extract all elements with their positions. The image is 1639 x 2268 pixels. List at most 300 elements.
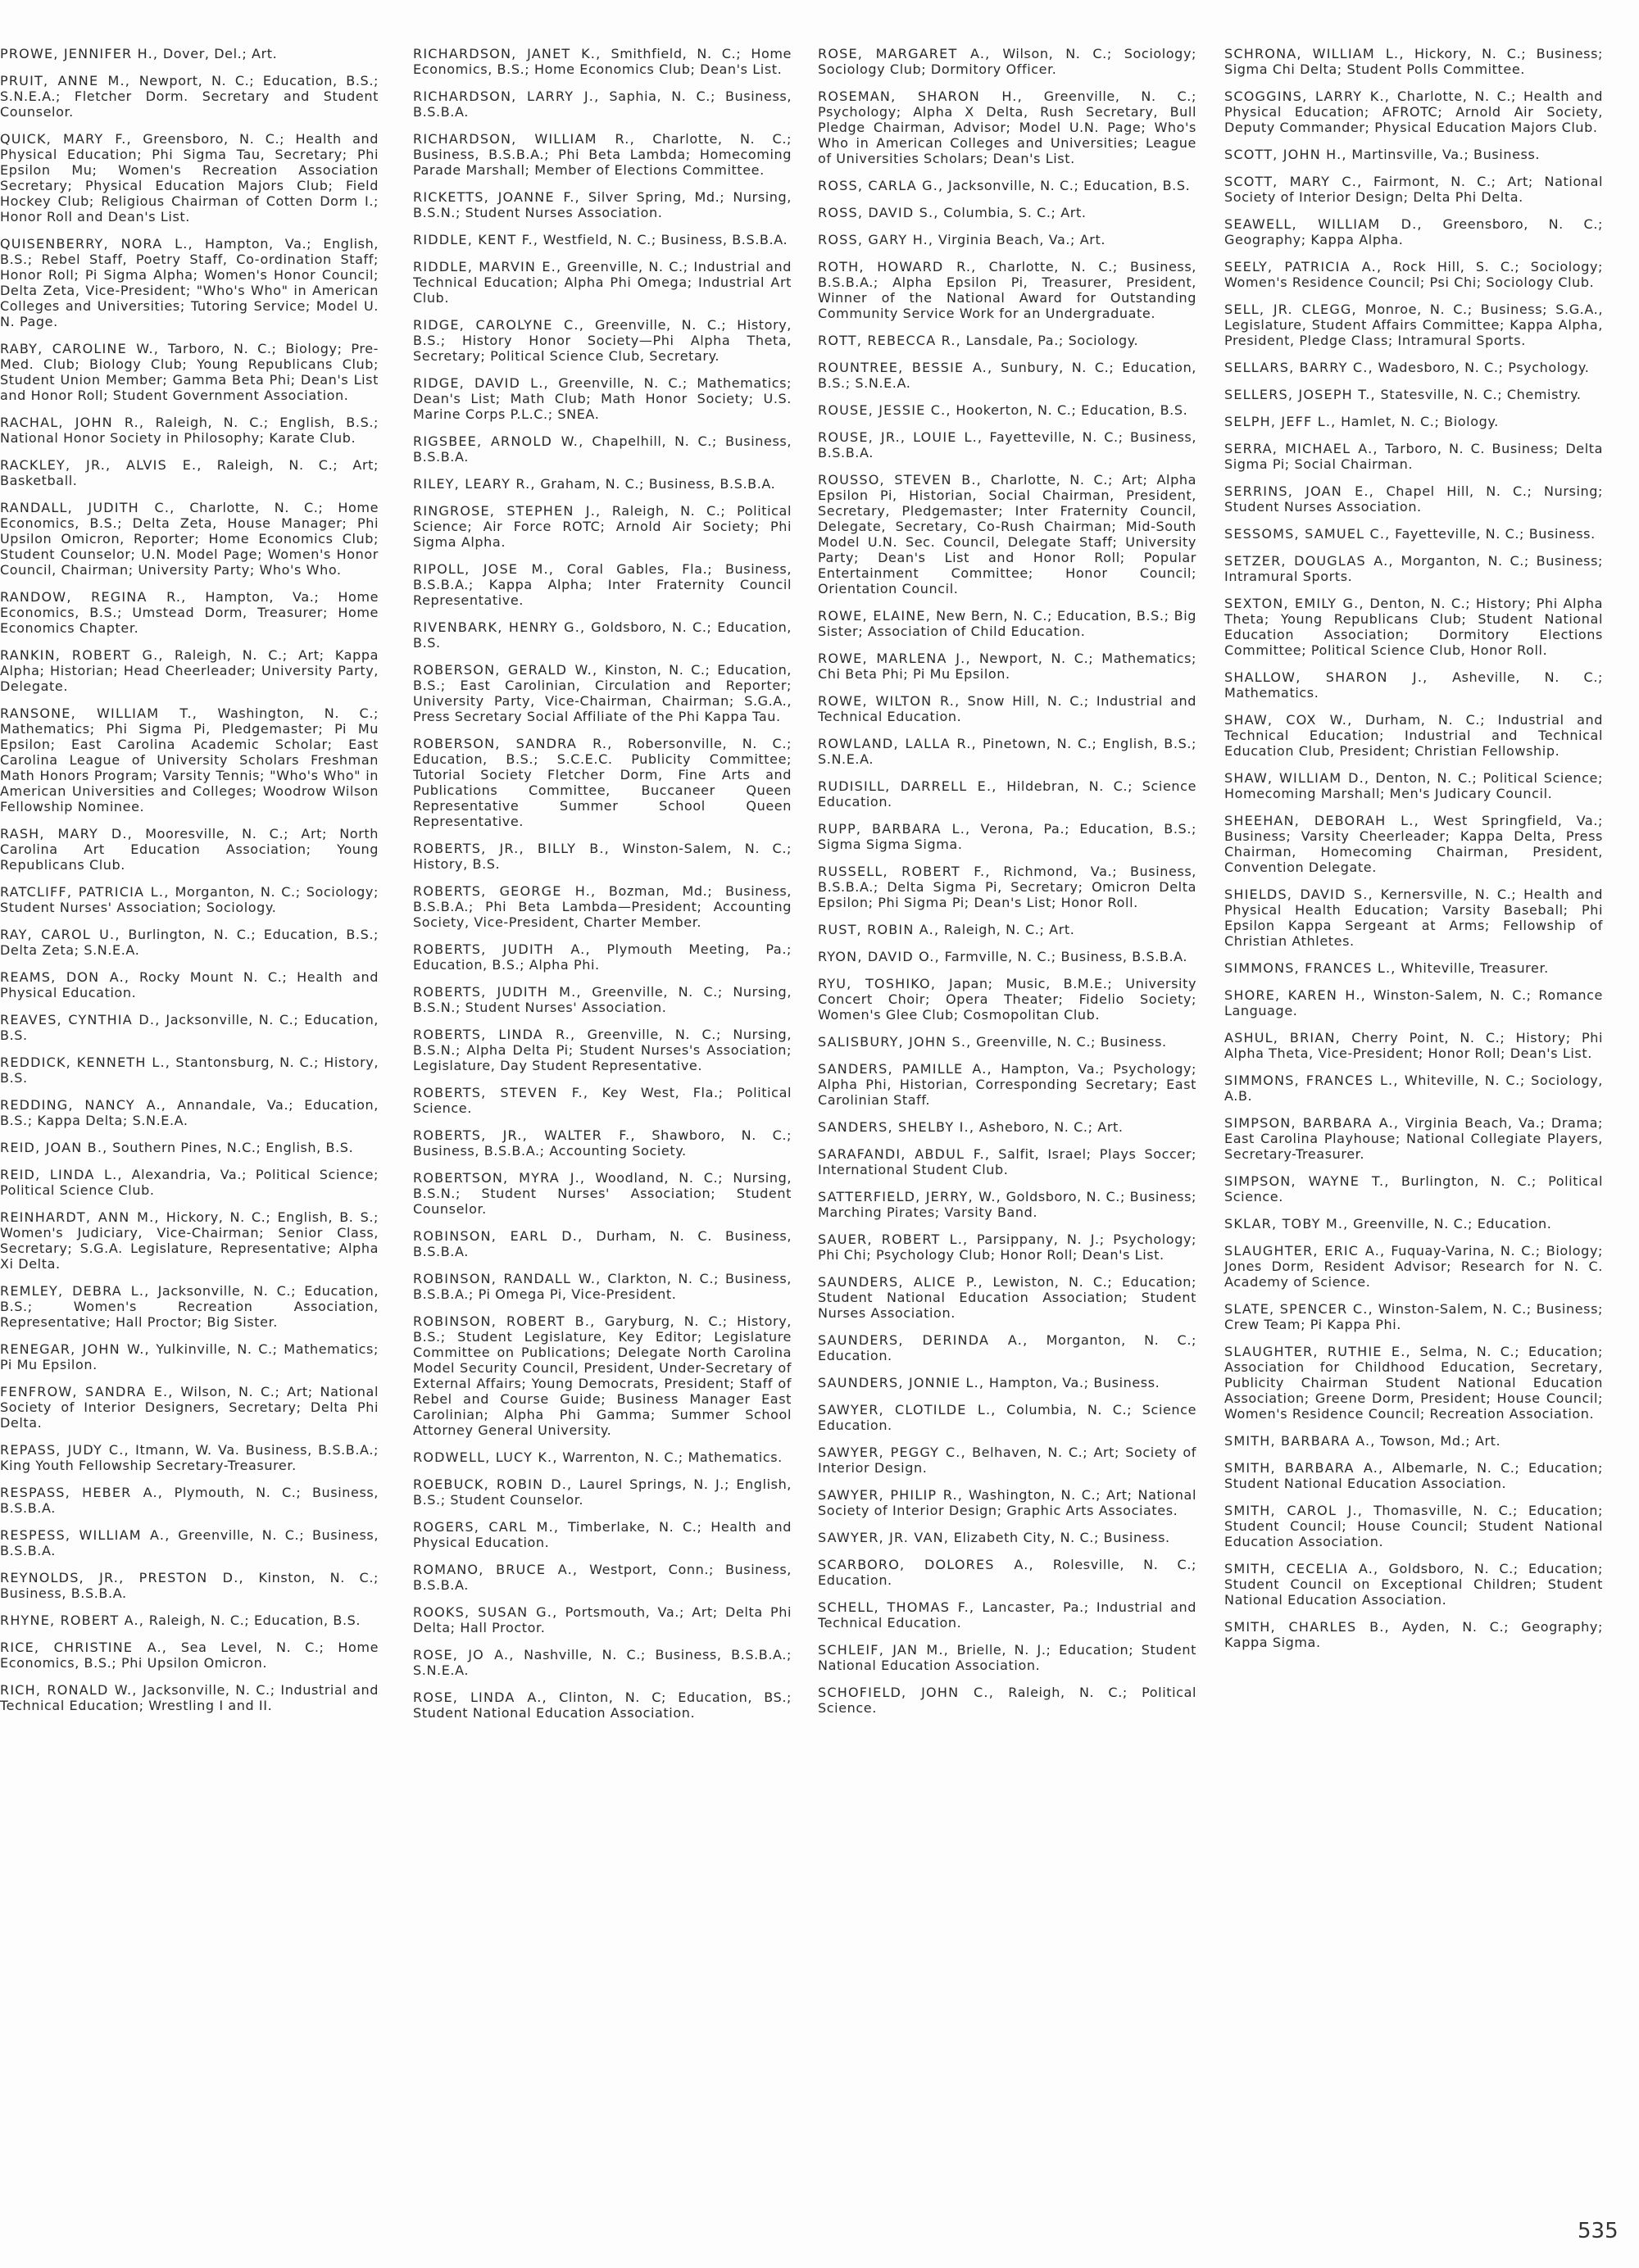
student-entry	[413, 619, 792, 651]
student-name: ROBERTSON, MYRA J.,	[413, 1170, 586, 1186]
student-details: Chapel Hill, N. C.; Nursing; Student Nurses Association.	[1224, 483, 1604, 515]
student-details: Hampton, Va.; Home Economics, B.S.; Umstead Dorm, Treasurer; Home Economics Chapter.	[0, 589, 379, 636]
student-entry	[0, 1341, 379, 1372]
student-name: ROWLAND, LALLA R.,	[818, 736, 977, 751]
student-entry	[0, 927, 379, 958]
student-details: Greensboro, N. C.; Health and Physical Education; Phi Sigma Tau, Secretary; Phi Epsilon Mu; Women's Recreation Association Secretary; Physical Education Majors Club; Field Hockey Club; Religious Chairman of Cotten Dorm I.; Honor Roll and Dean's List.	[0, 131, 379, 225]
student-name: ROBERSON, GERALD W.,	[413, 662, 598, 678]
student-entry	[1224, 1030, 1603, 1061]
student-name: SARAFANDI, ABDUL F.,	[818, 1146, 991, 1162]
student-name: SMITH, BARBARA A.,	[1224, 1433, 1376, 1449]
student-name: SIMMONS, FRANCES L.,	[1224, 960, 1396, 976]
student-entry	[818, 259, 1196, 321]
student-entry	[0, 1570, 379, 1601]
student-entry	[818, 46, 1196, 77]
student-details: Westfield, N. C.; Business, B.S.B.A.	[543, 232, 788, 247]
student-details: Raleigh, N. C.; Art.	[943, 922, 1075, 937]
student-name: SEELY, PATRICIA A.,	[1224, 259, 1382, 274]
student-name: SATTERFIELD, JERRY, W.,	[818, 1189, 1001, 1204]
student-name: RACKLEY, JR., ALVIS E.,	[0, 457, 202, 473]
student-name: RIGSBEE, ARNOLD W.,	[413, 433, 584, 449]
student-details: Rock Hill, S. C.; Sociology; Women's Residence Council; Psi Chi; Sociology Club.	[1224, 259, 1604, 290]
student-details: West Springfield, Va.; Business; Varsity Cheerleader; Kappa Delta, Press Chairman, Homecoming Chairman, President, Convention Delegate.	[1224, 813, 1604, 875]
student-entry	[0, 236, 379, 329]
student-details: Kinston, N. C.; Business, B.S.B.A.	[0, 1570, 379, 1601]
student-name: PROWE, JENNIFER H.,	[0, 46, 159, 61]
student-details: Virginia Beach, Va.; Drama; East Carolina Playhouse; National Collegiate Players, Secretary-Treasurer.	[1224, 1115, 1604, 1162]
student-name: SLAUGHTER, ERIC A.,	[1224, 1243, 1386, 1259]
student-details: Chapelhill, N. C.; Business, B.S.B.A.	[413, 433, 792, 465]
student-name: RILEY, LEARY R.,	[413, 476, 536, 492]
student-entry	[413, 1271, 792, 1302]
student-entry	[413, 317, 792, 364]
student-name: ROTH, HOWARD R.,	[818, 259, 977, 274]
student-name: SESSOMS, SAMUEL C.,	[1224, 526, 1391, 542]
student-entry	[818, 205, 1196, 220]
student-details: Wilson, N. C.; Art; National Society of Interior Designers, Secretary; Delta Phi Delta.	[0, 1384, 379, 1431]
student-name: SELLERS, JOSEPH T.,	[1224, 387, 1376, 402]
student-entry	[413, 1170, 792, 1217]
student-details: Tarboro, N. C. Business; Delta Sigma Pi; Social Chairman.	[1224, 441, 1604, 472]
student-entry	[413, 662, 792, 724]
student-details: Fayetteville, N. C.; Business, B.S.B.A.	[818, 429, 1197, 460]
student-name: SHIELDS, DAVID S.,	[1224, 887, 1373, 902]
student-details: Raleigh, N. C.; Art; Kappa Alpha; Historian; Head Cheerleader; University Party, Delegate.	[0, 647, 379, 694]
student-entry	[413, 1519, 792, 1550]
student-entry	[1224, 1301, 1603, 1332]
student-name: RASH, MARY D.,	[0, 826, 133, 841]
student-entry	[413, 131, 792, 178]
student-entry	[413, 736, 792, 829]
student-entry	[413, 375, 792, 422]
student-details: Kernersville, N. C.; Health and Physical Health Education; Varsity Baseball; Phi Epsilon Kappa Sergeant at Arms; Fellowship of Christian Athletes.	[1224, 887, 1603, 949]
student-details: Dover, Del.; Art.	[162, 46, 278, 61]
student-entry	[0, 1055, 379, 1086]
student-details: Jacksonville, N. C.; Industrial and Technical Education; Wrestling I and II.	[0, 1682, 379, 1713]
student-entry	[413, 1647, 792, 1678]
student-name: ROOKS, SUSAN G.,	[413, 1604, 558, 1620]
student-entry	[818, 864, 1196, 910]
student-entry	[413, 1228, 792, 1259]
student-entry	[818, 1119, 1196, 1135]
student-details: Columbia, N. C.; Science Education.	[818, 1402, 1197, 1433]
student-name: RANSONE, WILLIAM T.,	[0, 705, 198, 721]
student-name: SAUNDERS, DERINDA A.,	[818, 1332, 1028, 1348]
student-details: Selma, N. C.; Education; Association for Childhood Education, Secretary, Publicity Chairman Student National Education Association; Greene Dorm, President; House Council; Women's Residence Council; Recreation Association.	[1224, 1344, 1603, 1422]
student-name: REPASS, JUDY C.,	[0, 1442, 129, 1458]
student-details: Saphia, N. C.; Business, B.S.B.A.	[413, 88, 792, 120]
student-name: RICHARDSON, WILLIAM R.,	[413, 131, 635, 147]
student-name: SMITH, CECELIA A.,	[1224, 1561, 1379, 1576]
student-details: Burlington, N. C.; Political Science.	[1224, 1173, 1604, 1204]
student-details: Hickory, N. C.; English, B. S.; Women's Judiciary, Vice-Chairman; Senior Class, Secretary; S.G.A. Legislature, Representative; Alpha Xi Delta.	[0, 1209, 379, 1272]
student-details: Alexandria, Va.; Political Science; Political Science Club.	[0, 1167, 379, 1198]
student-entry	[1224, 1619, 1603, 1650]
student-name: SELPH, JEFF L.,	[1224, 414, 1337, 429]
student-name: RENEGAR, JOHN W.,	[0, 1341, 150, 1357]
student-entry	[1224, 147, 1603, 162]
student-entry	[1224, 302, 1603, 348]
student-entry	[413, 189, 792, 220]
student-entry	[818, 1189, 1196, 1220]
student-details: Raleigh, N. C.; English, B.S.; National Honor Society in Philosophy; Karate Club.	[0, 415, 379, 446]
student-entry	[413, 883, 792, 930]
student-name: RIDGE, CAROLYNE C.,	[413, 317, 585, 333]
student-entry	[818, 178, 1196, 193]
student-name: QUISENBERRY, NORA L.,	[0, 236, 193, 252]
student-name: ROWE, ELAINE,	[818, 608, 932, 624]
student-name: RATCLIFF, PATRICIA L.,	[0, 884, 170, 900]
student-entry	[413, 232, 792, 247]
student-name: ROUNTREE, BESSIE A.,	[818, 360, 993, 375]
student-details: Parsippany, N. J.; Psychology; Phi Chi; Psychology Club; Honor Roll; Dean's List.	[818, 1232, 1197, 1263]
student-details: Virginia Beach, Va.; Art.	[938, 232, 1106, 247]
student-entry	[413, 476, 792, 492]
student-entry	[1224, 553, 1603, 584]
student-entry	[413, 503, 792, 550]
student-details: Jacksonville, N. C.; Education, B.S.	[0, 1012, 379, 1043]
student-name: ROSS, GARY H.,	[818, 232, 934, 247]
student-details: Albemarle, N. C.; Education; Student National Education Association.	[1224, 1460, 1604, 1491]
student-details: Hampton, Va.; Psychology; Alpha Phi, Historian, Corresponding Secretary; East Carolinian Staff.	[818, 1061, 1197, 1108]
student-details: Laurel Springs, N. J.; English, B.S.; Student Counselor.	[413, 1476, 792, 1508]
student-details: Newport, N. C.; Education, B.S.; S.N.E.A.; Fletcher Dorm. Secretary and Student Counselor.	[0, 73, 379, 120]
student-entry	[1224, 88, 1603, 135]
student-entry	[1224, 1460, 1603, 1491]
student-name: SMITH, CHARLES B.,	[1224, 1619, 1390, 1635]
student-details: New Bern, N. C.; Education, B.S.; Big Sister; Association of Child Education.	[818, 608, 1196, 639]
student-entry	[818, 1061, 1196, 1108]
student-name: RICHARDSON, JANET K.,	[413, 46, 602, 61]
student-entry	[413, 941, 792, 973]
student-name: SETZER, DOUGLAS A.,	[1224, 553, 1394, 569]
student-entry	[818, 1530, 1196, 1545]
student-details: Lancaster, Pa.; Industrial and Technical Education.	[818, 1599, 1197, 1631]
student-details: Hookerton, N. C.; Education, B.S.	[956, 402, 1188, 418]
student-details: Asheville, N. C.; Mathematics.	[1224, 669, 1603, 701]
student-details: Goldsboro, N. C.; Business; Marching Pirates; Varsity Band.	[818, 1189, 1197, 1220]
student-details: Charlotte, N. C.; Health and Physical Education; AFROTC; Arnold Air Society, Deputy Commander; Physical Education Majors Club.	[1224, 88, 1603, 135]
student-entry	[1224, 813, 1603, 875]
student-name: RICH, RONALD W.,	[0, 1682, 138, 1698]
student-details: Coral Gables, Fla.; Business, B.S.B.A.; Kappa Alpha; Inter Fraternity Council Representative.	[413, 561, 792, 608]
student-entry	[0, 705, 379, 814]
student-entry	[0, 1613, 379, 1628]
student-details: Nashville, N. C.; Business, B.S.B.A.; S.N.E.A.	[413, 1647, 792, 1678]
student-entry	[1224, 669, 1603, 701]
student-details: Belhaven, N. C.; Art; Society of Interior Design.	[818, 1445, 1196, 1476]
student-entry	[818, 821, 1196, 852]
student-name: SAWYER, PHILIP R.,	[818, 1487, 964, 1503]
student-details: Jacksonville, N. C.; Education, B.S.	[948, 178, 1191, 193]
student-name: RICKETTS, JOANNE F.,	[413, 189, 580, 205]
student-name: SCOTT, JOHN H.,	[1224, 147, 1347, 162]
student-name: SCOTT, MARY C.,	[1224, 174, 1363, 189]
student-entry	[0, 1209, 379, 1272]
student-entry	[818, 232, 1196, 247]
student-name: SHALLOW, SHARON J.,	[1224, 669, 1428, 685]
student-details: Greenville, N. C.; Business.	[976, 1034, 1167, 1050]
student-entry	[0, 826, 379, 873]
student-entry	[0, 1384, 379, 1431]
student-entry	[818, 1642, 1196, 1673]
student-details: Sea Level, N. C.; Home Economics, B.S.; Phi Upsilon Omicron.	[0, 1640, 379, 1671]
student-details: Farmville, N. C.; Business, B.S.B.A.	[944, 949, 1188, 964]
student-details: Warrenton, N. C.; Mathematics.	[562, 1449, 783, 1465]
student-entry	[1224, 987, 1603, 1018]
student-details: Newport, N. C.; Mathematics; Chi Beta Phi; Pi Mu Epsilon.	[818, 651, 1197, 682]
student-entry	[0, 884, 379, 915]
student-details: Greenville, N. C.; Industrial and Technical Education; Alpha Phi Omega; Industrial Art Club.	[413, 259, 792, 306]
student-details: Lewiston, N. C.; Education; Student National Education Association; Student Nurses Association.	[818, 1274, 1196, 1321]
student-details: Key West, Fla.; Political Science.	[413, 1085, 792, 1116]
student-details: Bozman, Md.; Business, B.S.B.A.; Phi Beta Lambda—President; Accounting Society, Vice-President, Charter Member.	[413, 883, 792, 930]
directory-column-4	[1224, 46, 1603, 1662]
student-entry	[1224, 712, 1603, 759]
student-details: Garyburg, N. C.; History, B.S.; Student Legislature, Key Editor; Legislature Committee on Publications; Delegate North Carolina Model Security Council, President, Under-Secretary of External Affairs; Young Democrats, President; Staff of Rebel and Course Guide; Business Manager East Carolinian; Alpha Phi Gamma; Summer School Attorney General University.	[413, 1313, 792, 1438]
student-name: REDDICK, KENNETH L.,	[0, 1055, 171, 1070]
student-entry	[818, 1332, 1196, 1363]
student-details: Greensboro, N. C.; Geography; Kappa Alpha.	[1224, 216, 1604, 247]
student-name: ROBERTS, JUDITH M.,	[413, 984, 582, 1000]
student-name: RAY, CAROL U.,	[0, 927, 120, 942]
student-details: Whiteville, Treasurer.	[1401, 960, 1549, 976]
student-name: ROSS, CARLA G.,	[818, 178, 944, 193]
student-name: REMLEY, DEBRA L.,	[0, 1283, 150, 1299]
student-entry	[818, 1232, 1196, 1263]
student-name: ROUSSO, STEVEN B.,	[818, 472, 982, 488]
student-details: Greenville, N. C.; Business, B.S.B.A.	[0, 1527, 379, 1558]
student-name: RANDALL, JUDITH C.,	[0, 500, 175, 515]
student-details: Yulkinville, N. C.; Mathematics; Pi Mu Epsilon.	[0, 1341, 379, 1372]
student-details: Japan; Music, B.M.E.; University Concert Choir; Opera Theater; Fidelio Society; Women's Glee Club; Cosmopolitan Club.	[818, 976, 1197, 1023]
student-name: SCARBORO, DOLORES A.,	[818, 1557, 1034, 1572]
student-details: Brielle, N. J.; Education; Student National Education Association.	[818, 1642, 1196, 1673]
student-name: SLATE, SPENCER C.,	[1224, 1301, 1373, 1317]
student-entry	[818, 1034, 1196, 1050]
student-details: Timberlake, N. C.; Health and Physical Education.	[413, 1519, 792, 1550]
student-name: ROBERTS, JR., BILLY B.,	[413, 841, 610, 856]
student-details: Winston-Salem, N. C.; History, B.S.	[413, 841, 792, 872]
student-entry	[0, 1283, 379, 1330]
student-details: Morganton, N. C.; Education.	[818, 1332, 1196, 1363]
student-entry	[818, 1557, 1196, 1588]
student-details: Hampton, Va.; English, B.S.; Rebel Staff, Poetry Staff, Co-ordination Staff; Honor Roll; Pi Sigma Alpha; Women's Honor Council; Delta Zeta, Vice-President; "Who's Who" in American Colleges and Universities; Tutoring Service; Model U. N. Page.	[0, 236, 379, 329]
student-name: ROBINSON, ROBERT B.,	[413, 1313, 596, 1329]
student-name: RUDISILL, DARRELL E.,	[818, 778, 997, 794]
student-entry	[1224, 414, 1603, 429]
student-entry	[1224, 1433, 1603, 1449]
student-entry	[818, 360, 1196, 391]
student-name: SCHELL, THOMAS F.,	[818, 1599, 975, 1615]
student-name: ROGERS, CARL M.,	[413, 1519, 560, 1535]
student-name: SCHRONA, WILLIAM L.,	[1224, 46, 1405, 61]
student-name: SERRINS, JOAN E.,	[1224, 483, 1374, 499]
student-name: ROBERTS, STEVEN F.,	[413, 1085, 589, 1100]
student-entry	[1224, 1173, 1603, 1204]
student-name: PRUIT, ANNE M.,	[0, 73, 131, 88]
student-details: Silver Spring, Md.; Nursing, B.S.N.; Student Nurses Association.	[413, 189, 792, 220]
directory-column-3	[818, 46, 1196, 1727]
student-details: Charlotte, N. C.; Business, B.S.B.A.; Alpha Epsilon Pi, Treasurer, President, Winner of the National Award for Outstanding Community Service Work for an Undergraduate.	[818, 259, 1196, 321]
student-details: Fayetteville, N. C.; Business.	[1395, 526, 1596, 542]
student-details: Wadesboro, N. C.; Psychology.	[1378, 360, 1590, 375]
student-name: RYON, DAVID O.,	[818, 949, 940, 964]
student-name: SIMMONS, FRANCES L.,	[1224, 1073, 1399, 1088]
student-name: SAWYER, PEGGY C.,	[818, 1445, 966, 1460]
student-entry	[1224, 216, 1603, 247]
student-entry	[1224, 387, 1603, 402]
student-name: SHAW, COX W.,	[1224, 712, 1353, 728]
student-entry	[818, 1274, 1196, 1321]
student-details: Plymouth, N. C.; Business, B.S.B.A.	[0, 1485, 379, 1516]
student-entry	[818, 1599, 1196, 1631]
student-entry	[413, 1449, 792, 1465]
student-name: SIMPSON, BARBARA A.,	[1224, 1115, 1400, 1131]
student-details: Shawboro, N. C.; Business, B.S.B.A.; Accounting Society.	[413, 1127, 792, 1159]
student-name: ROSS, DAVID S.,	[818, 205, 939, 220]
student-name: SAWYER, CLOTILDE L.,	[818, 1402, 997, 1418]
student-details: Robersonville, N. C.; Education, B.S.; S.C.E.C. Publicity Committee; Tutorial Society Fletcher Dorm, Fine Arts and Publications Committee, Buccaneer Queen Representative Summer School Queen Representative.	[413, 736, 792, 829]
student-details: Rocky Mount N. C.; Health and Physical Education.	[0, 969, 379, 1000]
student-details: Elizabeth City, N. C.; Business.	[953, 1530, 1170, 1545]
student-name: ROBINSON, EARL D.,	[413, 1228, 583, 1244]
student-entry	[1224, 174, 1603, 205]
student-details: Monroe, N. C.; Business; S.G.A., Legislature, Student Affairs Committee; Kappa Alpha, President, Pledge Class; Intramural Sports.	[1224, 302, 1604, 348]
student-entry	[413, 1027, 792, 1073]
student-name: QUICK, MARY F.,	[0, 131, 132, 147]
student-name: SHEEHAN, DEBORAH L.,	[1224, 813, 1419, 828]
student-entry	[1224, 526, 1603, 542]
student-details: Graham, N. C.; Business, B.S.B.A.	[540, 476, 776, 492]
student-entry	[1224, 360, 1603, 375]
student-entry	[413, 1127, 792, 1159]
student-entry	[1224, 770, 1603, 801]
student-entry	[0, 1167, 379, 1198]
student-details: Charlotte, N. C.; Business, B.S.B.A.; Phi Beta Lambda; Homecoming Parade Marshall; Member of Elections Committee.	[413, 131, 792, 178]
student-details: Southern Pines, N.C.; English, B.S.	[112, 1140, 354, 1155]
student-name: RACHAL, JOHN R.,	[0, 415, 145, 430]
student-details: Denton, N. C.; Political Science; Homecoming Marshall; Men's Judicary Council.	[1224, 770, 1603, 801]
student-entry	[818, 608, 1196, 639]
student-entry	[0, 341, 379, 403]
student-details: Jacksonville, N. C.; Education, B.S.; Women's Recreation Association, Representative; Hall Proctor; Big Sister.	[0, 1283, 379, 1330]
student-entry	[0, 1640, 379, 1671]
student-name: ROSE, LINDA A.,	[413, 1690, 547, 1705]
student-entry	[1224, 1561, 1603, 1608]
student-name: ROSEMAN, SHARON H.,	[818, 88, 1023, 104]
student-entry	[1224, 887, 1603, 949]
student-name: RINGROSE, STEPHEN J.,	[413, 503, 602, 519]
student-entry	[818, 402, 1196, 418]
student-entry	[0, 647, 379, 694]
student-name: RUST, ROBIN A.,	[818, 922, 940, 937]
student-name: RIVENBARK, HENRY G.,	[413, 619, 586, 635]
student-name: SCHOFIELD, JOHN C.,	[818, 1685, 995, 1700]
student-name: SAUNDERS, JONNIE L.,	[818, 1375, 985, 1390]
student-entry	[818, 922, 1196, 937]
student-details: Cherry Point, N. C.; History; Phi Alpha Theta, Vice-President; Honor Roll; Dean's List.	[1224, 1030, 1604, 1061]
student-details: Morganton, N. C.; Sociology; Student Nurses' Association; Sociology.	[0, 884, 379, 915]
student-details: Winston-Salem, N. C.; Romance Language.	[1224, 987, 1603, 1018]
student-name: ASHUL, BRIAN,	[1224, 1030, 1341, 1046]
student-entry	[1224, 441, 1603, 472]
student-name: ROWE, MARLENA J.,	[818, 651, 971, 666]
student-name: RICE, CHRISTINE A.,	[0, 1640, 168, 1655]
student-name: ROSE, MARGARET A.,	[818, 46, 991, 61]
student-details: Smithfield, N. C.; Home Economics, B.S.; Home Economics Club; Dean's List.	[413, 46, 792, 77]
student-entry	[818, 429, 1196, 460]
student-details: Goldsboro, N. C.; Education; Student Council on Exceptional Children; Student National Education Association.	[1224, 1561, 1603, 1608]
student-details: Itmann, W. Va. Business, B.S.B.A.; King Youth Fellowship Secretary-Treasurer.	[0, 1442, 379, 1473]
student-name: RANDOW, REGINA R.,	[0, 589, 187, 605]
student-details: Whiteville, N. C.; Sociology, A.B.	[1224, 1073, 1603, 1104]
student-details: Portsmouth, Va.; Art; Delta Phi Delta; Hall Proctor.	[413, 1604, 792, 1635]
student-details: Raleigh, N. C.; Political Science; Air Force ROTC; Arnold Air Society; Phi Sigma Alpha.	[413, 503, 792, 550]
student-entry	[1224, 1503, 1603, 1549]
student-name: RESPASS, HEBER A.,	[0, 1485, 164, 1500]
student-details: Ayden, N. C.; Geography; Kappa Sigma.	[1224, 1619, 1603, 1650]
student-details: Stantonsburg, N. C.; History, B.S.	[0, 1055, 379, 1086]
student-details: Raleigh, N. C.; Art; Basketball.	[0, 457, 379, 488]
student-name: SKLAR, TOBY M.,	[1224, 1216, 1349, 1232]
student-entry	[0, 500, 379, 578]
student-name: SEAWELL, WILLIAM D.,	[1224, 216, 1423, 232]
student-details: Columbia, S. C.; Art.	[943, 205, 1087, 220]
student-entry	[413, 561, 792, 608]
student-entry	[0, 131, 379, 225]
student-name: REAMS, DON A.,	[0, 969, 130, 985]
student-entry	[413, 1313, 792, 1438]
student-name: RESPESS, WILLIAM A.,	[0, 1527, 170, 1543]
student-entry	[1224, 596, 1603, 658]
student-entry	[0, 1442, 379, 1473]
student-details: Goldsboro, N. C.; Education, B.S.	[413, 619, 792, 651]
student-details: Fairmont, N. C.; Art; National Society of Interior Design; Delta Phi Delta.	[1224, 174, 1604, 205]
student-entry	[1224, 960, 1603, 976]
student-details: Greenville, N. C.; Mathematics; Dean's List; Math Club; Math Honor Society; U.S. Marine Corps P.L.C.; SNEA.	[413, 375, 792, 422]
student-entry	[818, 1375, 1196, 1390]
student-details: Raleigh, N. C.; Education, B.S.	[148, 1613, 361, 1628]
student-entry	[1224, 1115, 1603, 1162]
student-entry	[818, 651, 1196, 682]
student-entry	[413, 1604, 792, 1635]
student-entry	[0, 1140, 379, 1155]
student-name: SAUNDERS, ALICE P.,	[818, 1274, 983, 1290]
student-entry	[0, 1485, 379, 1516]
student-name: SERRA, MICHAEL A.,	[1224, 441, 1378, 456]
student-entry	[413, 1690, 792, 1721]
student-entry	[0, 1527, 379, 1558]
student-entry	[818, 1146, 1196, 1177]
student-name: RYU, TOSHIKO,	[818, 976, 937, 991]
student-details: Durham, N. C.; Industrial and Technical Education; Industrial and Technical Education Club, President; Christian Fellowship.	[1224, 712, 1604, 759]
student-details: Lansdale, Pa.; Sociology.	[965, 333, 1139, 348]
student-name: REYNOLDS, JR., PRESTON D.,	[0, 1570, 244, 1585]
student-entry	[818, 949, 1196, 964]
student-details: Hampton, Va.; Business.	[988, 1375, 1160, 1390]
student-name: REAVES, CYNTHIA D.,	[0, 1012, 161, 1027]
student-details: Charlotte, N. C.; Art; Alpha Epsilon Pi, Historian, Social Chairman, President, Secretary, Pledgemaster; Inter Fraternity Council, Delegate, Secretary, Co-Rush Chairman; Mid-South Model U.N. Sec. Council, Delegate Staff; University Party; Dean's List and Honor Roll; Popular Entertainment Committee; Honor Council; Orientation Council.	[818, 472, 1196, 596]
student-details: Martinsville, Va.; Business.	[1351, 147, 1541, 162]
student-entry	[818, 976, 1196, 1023]
student-details: Statesville, N. C.; Chemistry.	[1380, 387, 1582, 402]
student-entry	[818, 333, 1196, 348]
student-name: REDDING, NANCY A.,	[0, 1097, 167, 1113]
student-details: Westport, Conn.; Business, B.S.B.A.	[413, 1562, 792, 1593]
student-name: SCOGGINS, LARRY K.,	[1224, 88, 1391, 104]
student-details: Tarboro, N. C.; Biology; Pre-Med. Club; Biology Club; Young Republicans Club; Student Union Member; Gamma Beta Phi; Dean's List and Honor Roll; Student Government Association.	[0, 341, 379, 403]
